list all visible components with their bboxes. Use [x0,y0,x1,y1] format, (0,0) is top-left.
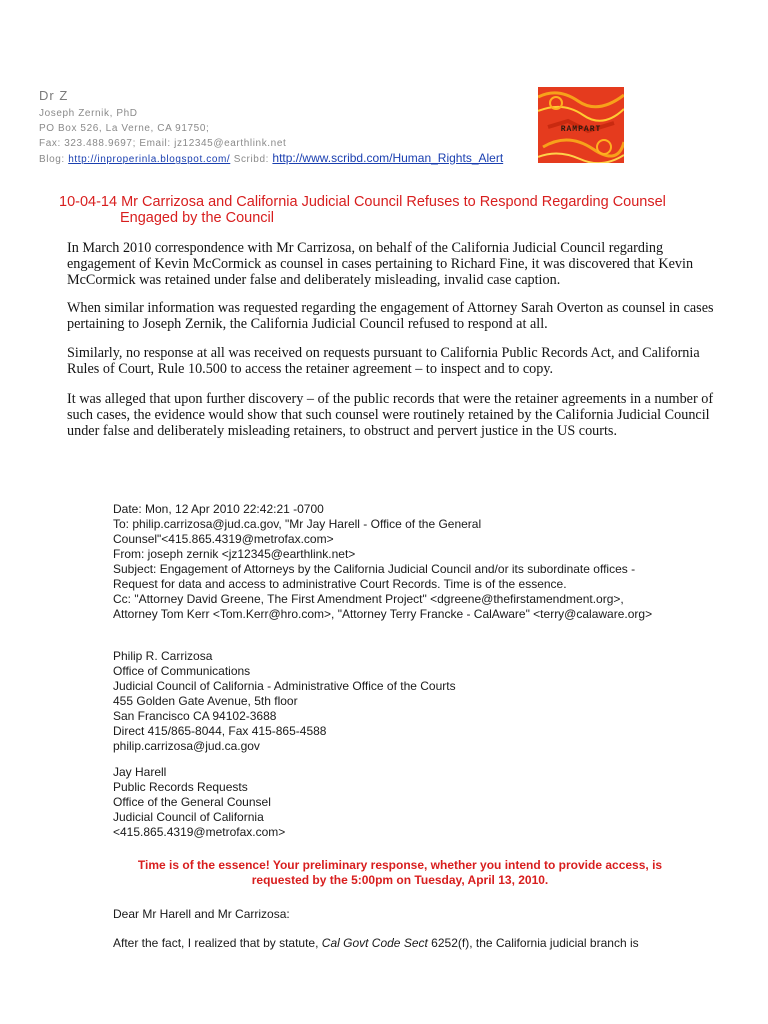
letterhead-address: PO Box 526, La Verne, CA 91750; [39,123,210,134]
scribd-label: Scribd: [233,154,270,165]
email-header-line: Counsel"<415.865.4319@metrofax.com> [113,532,334,546]
letterhead [39,88,503,167]
letterhead-name: Dr Z [39,88,69,103]
blog-label: Blog: [39,154,65,165]
last-line-before: After the fact, I realized that by statute, [113,936,322,950]
blog-link[interactable]: http://inproperinla.blogspot.com/ [68,154,231,165]
recipient-line: philip.carrizosa@jud.ca.gov [113,739,260,753]
recipient-line: San Francisco CA 94102-3688 [113,709,277,723]
paragraph-3: Similarly, no response at all was received on requests pursuant to California Public Records Act, and California Rules of Court, Rule 10.500 to access the retainer agreement – to inspect and to copy. [67,345,700,377]
recipient-line: 455 Golden Gate Avenue, 5th floor [113,694,298,708]
recipient-line: Philip R. Carrizosa [113,649,213,663]
salutation: Dear Mr Harell and Mr Carrizosa: [113,907,290,921]
recipient-line: Direct 415/865-8044, Fax 415-865-4588 [113,724,327,738]
scribd-link[interactable]: http://www.scribd.com/Human_Rights_Alert [272,151,504,165]
letterhead-links [39,151,503,167]
recipient-line: Office of the General Counsel [113,795,271,809]
paragraph-2: When similar information was requested regarding the engagement of Attorney Sarah Overton as counsel in cases pertaining to Joseph Zernik, the California Judicial Council refused to respond at all. [67,300,714,332]
email-header-line: Date: Mon, 12 Apr 2010 22:42:21 -0700 [113,502,324,516]
letterhead-person: Joseph Zernik, PhD [39,108,138,119]
urgent-line-2: requested by the 5:00pm on Tuesday, April 13, 2010. [251,873,549,887]
recipient-line: Public Records Requests [113,780,248,794]
recipient-line: <415.865.4319@metrofax.com> [113,825,286,839]
email-header-line: Attorney Tom Kerr <Tom.Kerr@hro.com>, "Attorney Terry Francke - CalAware" <terry@calaware.org> [113,607,653,621]
recipient-line: Jay Harell [113,765,167,779]
rampart-logo [538,87,624,163]
headline [59,194,709,226]
headline-line-2: Engaged by the Council [120,210,274,226]
email-header-line: Subject: Engagement of Attorneys by the California Judicial Council and/or its subordinate offices - [113,562,636,576]
headline-line-1: 10-04-14 Mr Carrizosa and California Judicial Council Refuses to Respond Regarding Counsel [59,194,666,210]
email-header-line: To: philip.carrizosa@jud.ca.gov, "Mr Jay Harell - Office of the General [113,517,482,531]
email-header-line: Cc: "Attorney David Greene, The First Amendment Project" <dgreene@thefirstamendment.org>, [113,592,624,606]
recipient-line: Judicial Council of California [113,810,264,824]
recipient-line: Judicial Council of California - Administrative Office of the Courts [113,679,456,693]
email-header [113,502,733,622]
urgent-line-1: Time is of the essence! Your preliminary response, whether you intend to provide access, is [137,858,663,872]
recipient-carrizosa [113,649,733,754]
last-line-italic: Cal Govt Code Sect [321,936,428,950]
letterhead-contact: Fax: 323.488.9697; Email: jz12345@earthlink.net [39,138,287,149]
recipient-line: Office of Communications [113,664,251,678]
logo-text: RAMPART [560,125,602,134]
last-line-after: 6252(f), the California judicial branch is [427,936,639,950]
email-header-line: From: joseph zernik <jz12345@earthlink.net> [113,547,356,561]
email-header-line: Request for data and access to administrative Court Records. Time is of the essence. [113,577,567,591]
paragraph-1: In March 2010 correspondence with Mr Carrizosa, on behalf of the California Judicial Council regarding engagement of Kevin McCormick as counsel in cases pertaining to Richard Fine, it was discovered that Kevin McCormick was retained under false and deliberately misleading, invalid case caption. [67,240,694,288]
urgent-notice [90,858,710,888]
paragraph-4: It was alleged that upon further discovery – of the public records that were the retainer agreements in a number of such cases, the evidence would show that such counsel were routinely retained by the California Judicial Council under false and deliberately misleading retainers, to obstruct and pervert justice in the US courts. [67,391,714,439]
recipient-harell [113,765,733,840]
body-last-line [113,936,639,950]
